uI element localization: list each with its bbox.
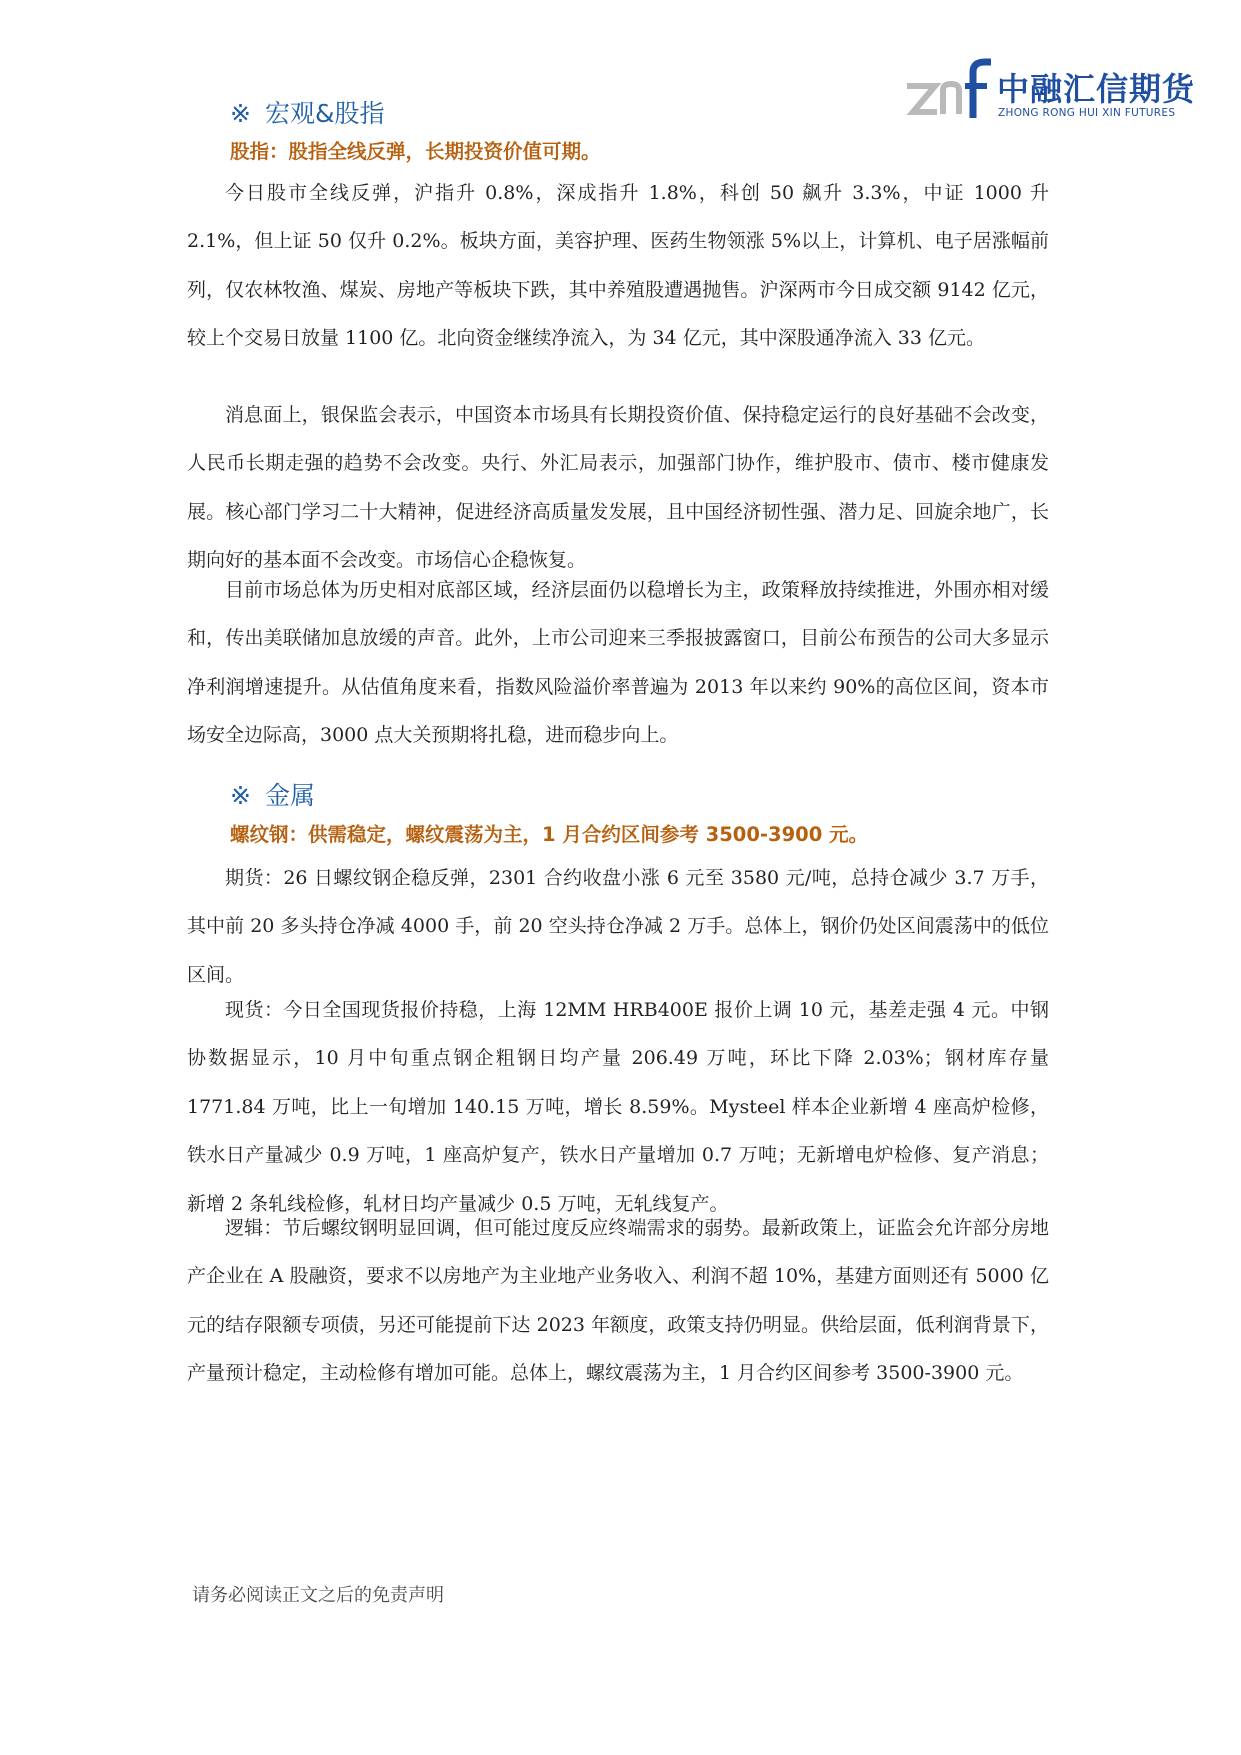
subhead-stock-index: 股指：股指全线反弹，长期投资价值可期。 bbox=[230, 140, 601, 163]
paragraph-futures: 期货：26 日螺纹钢企稳反弹，2301 合约收盘小涨 6 元至 3580 元/吨，总持仓减少 3.7 万手，其中前 20 多头持仓净减 4000 手，前 20 空头持仓净减 2 万手。总体上，钢价仍处区间震荡中的低位区间。 bbox=[187, 867, 1049, 986]
logo-english-name: ZHONG RONG HUI XIN FUTURES bbox=[998, 107, 1176, 119]
paragraph-outlook: 目前市场总体为历史相对底部区域，经济层面仍以稳增长为主，政策释放持续推进，外围亦相对缓和，传出美联储加息放缓的声音。此外，上市公司迎来三季报披露窗口，目前公布预告的公司大多显示净利润增速提升。从估值角度来看，指数风险溢价率普遍为 2013 年以来约 90%的高位区间，资本市场安全边际高，3000 点大关预期将扎稳，进而稳步向上。 bbox=[187, 579, 1049, 747]
znf-logo-icon bbox=[905, 58, 995, 122]
subhead-rebar: 螺纹钢：供需稳定，螺纹震荡为主，1 月合约区间参考 3500-3900 元。 bbox=[230, 823, 869, 846]
paragraph-market-summary: 今日股市全线反弹，沪指升 0.8%，深成指升 1.8%，科创 50 飙升 3.3%，中证 1000 升 2.1%，但上证 50 仅升 0.2%。板块方面，美容护理、医药生物领涨 5%以上，计算机、电子居涨幅前列，仅农林牧渔、煤炭、房地产等板块下跌，其中养殖股遭遇抛售。沪深两市今日成交额 9142 亿元，较上个交易日放量 1100 亿。北向资金继续净流入，为 34 亿元，其中深股通净流入 33 亿元。 bbox=[187, 182, 1049, 350]
section-title-macro bbox=[230, 94, 384, 130]
logo-chinese-name: 中融汇信期货 bbox=[997, 70, 1196, 108]
paragraph-news: 消息面上，银保监会表示，中国资本市场具有长期投资价值、保持稳定运行的良好基础不会改变，人民币长期走强的趋势不会改变。央行、外汇局表示，加强部门协作，维护股市、债市、楼市健康发展。核心部门学习二十大精神，促进经济高质量发发展，且中国经济韧性强、潜力足、回旋余地广，长期向好的基本面不会改变。市场信心企稳恢复。 bbox=[187, 404, 1049, 572]
section-title-metals bbox=[230, 776, 315, 812]
section-title-text: 宏观&股指 bbox=[264, 99, 385, 128]
footer-disclaimer: 请务必阅读正文之后的免责声明 bbox=[192, 1585, 444, 1606]
company-logo bbox=[905, 58, 1205, 128]
section-title-text: 金属 bbox=[264, 781, 315, 810]
paragraph-spot: 现货：今日全国现货报价持稳，上海 12MM HRB400E 报价上调 10 元，基差走强 4 元。中钢协数据显示，10 月中旬重点钢企粗钢日均产量 206.49 万吨，环比下降 2.03%；钢材库存量 1771.84 万吨，比上一旬增加 140.15 万吨，增长 8.59%。Mysteel 样本企业新增 4 座高炉检修，铁水日产量减少 0.9 万吨，1 座高炉复产，铁水日产量增加 0.7 万吨；无新增电炉检修、复产消息；新增 2 条轧线检修，轧材日均产量减少 0.5 万吨，无轧线复产。 bbox=[187, 999, 1049, 1215]
paragraph-logic: 逻辑：节后螺纹钢明显回调，但可能过度反应终端需求的弱势。最新政策上，证监会允许部分房地产企业在 A 股融资，要求不以房地产为主业地产业务收入、利润不超 10%，基建方面则还有 5000 亿元的结存限额专项债，另还可能提前下达 2023 年额度，政策支持仍明显。供给层面，低利润背景下，产量预计稳定，主动检修有增加可能。总体上，螺纹震荡为主，1 月合约区间参考 3500-3900 元。 bbox=[187, 1217, 1049, 1385]
section-mark-icon: ※ bbox=[230, 99, 251, 128]
section-mark-icon: ※ bbox=[230, 781, 251, 810]
